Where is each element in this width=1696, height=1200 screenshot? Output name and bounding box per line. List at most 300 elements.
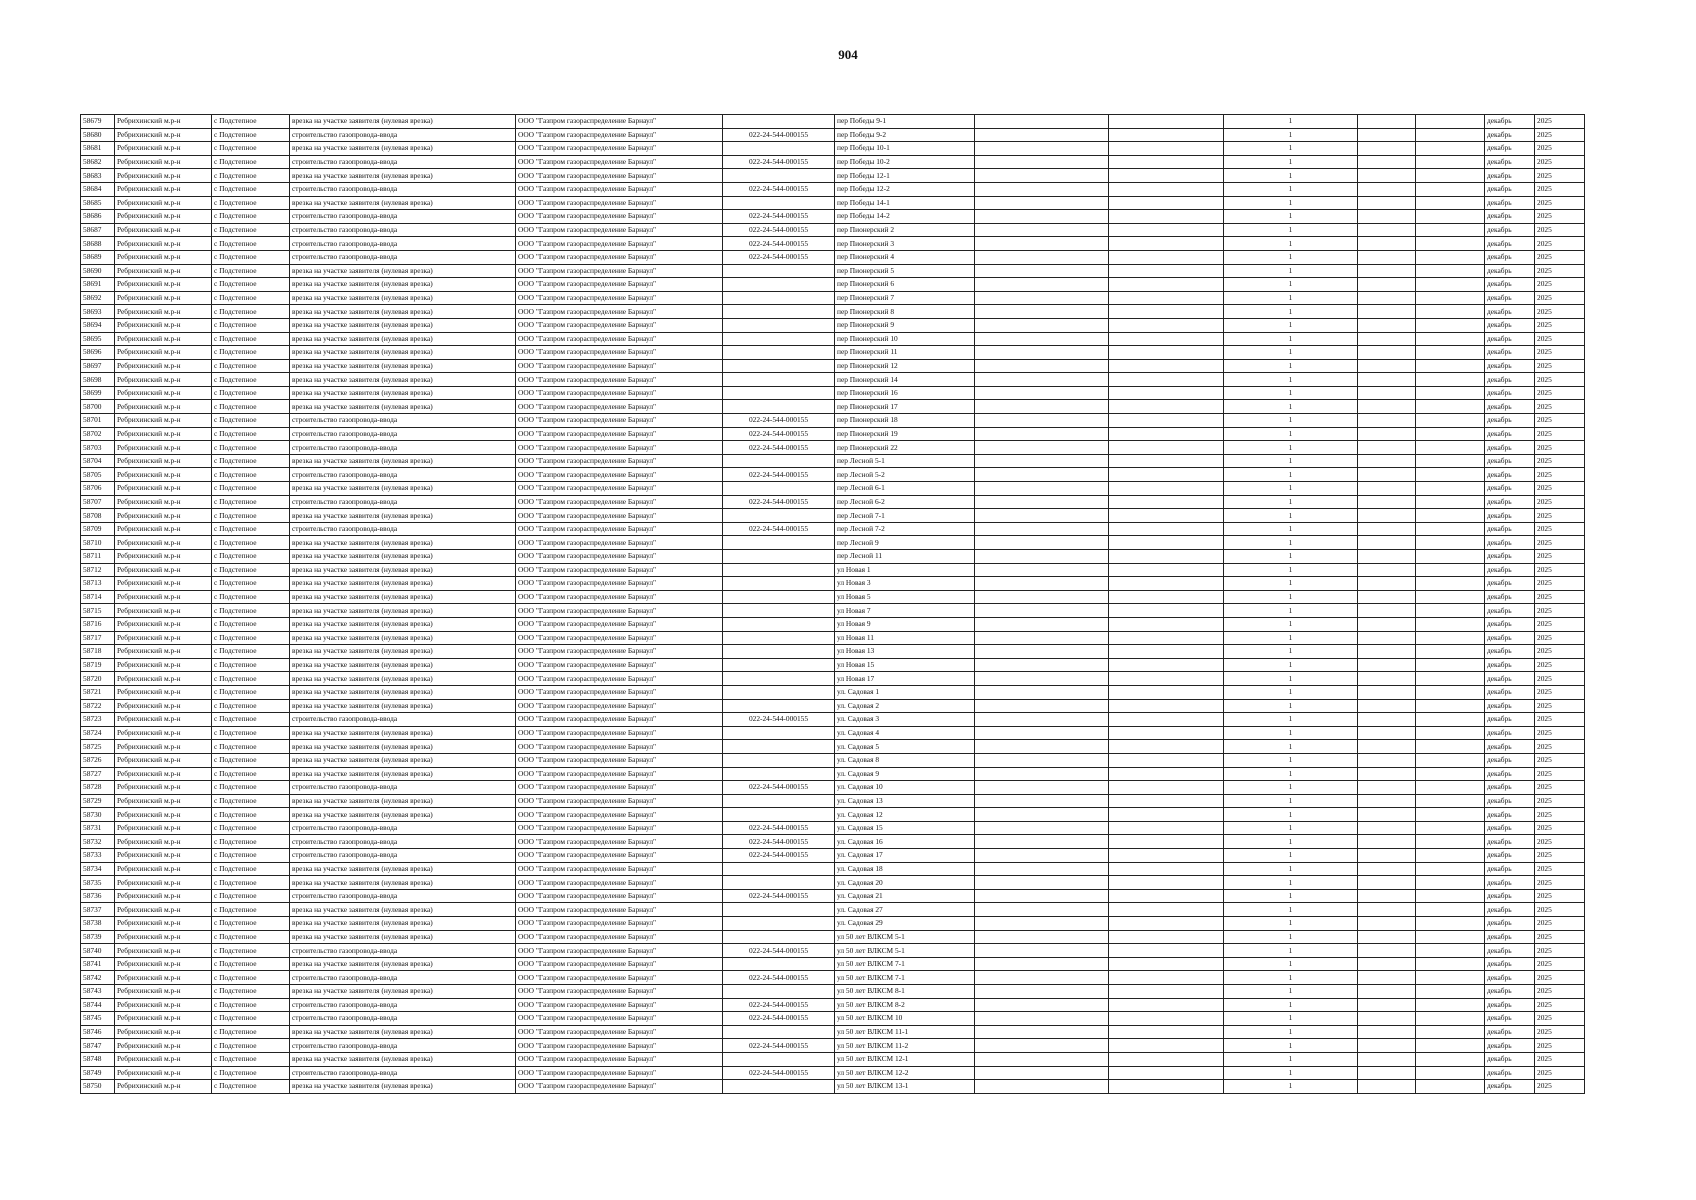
cell-organization: ООО "Газпром газораспределение Барнаул" <box>516 862 723 876</box>
cell-project-code <box>723 685 835 699</box>
cell-row-number: 58689 <box>81 250 115 264</box>
cell-row-number: 58688 <box>81 237 115 251</box>
cell-organization: ООО "Газпром газораспределение Барнаул" <box>516 373 723 387</box>
cell-project-code <box>723 291 835 305</box>
table-row <box>81 985 1585 999</box>
cell-row-number: 58724 <box>81 726 115 740</box>
cell-settlement: с Подстепное <box>212 1039 290 1053</box>
cell-col-12 <box>1416 509 1485 523</box>
cell-settlement: с Подстепное <box>212 903 290 917</box>
cell-work-type: строительство газопровода-ввода <box>290 849 516 863</box>
cell-row-number: 58708 <box>81 509 115 523</box>
cell-col-12 <box>1416 400 1485 414</box>
cell-district: Ребрихинский м.р-н <box>115 631 212 645</box>
cell-month: декабрь <box>1485 400 1535 414</box>
cell-row-number: 58703 <box>81 441 115 455</box>
cell-organization: ООО "Газпром газораспределение Барнаул" <box>516 427 723 441</box>
cell-col-11 <box>1358 672 1416 686</box>
cell-row-number: 58748 <box>81 1052 115 1066</box>
cell-month: декабрь <box>1485 522 1535 536</box>
table-row <box>81 821 1585 835</box>
cell-month: декабрь <box>1485 998 1535 1012</box>
cell-col-9 <box>1109 726 1224 740</box>
cell-col-8 <box>975 930 1109 944</box>
cell-col-9 <box>1109 155 1224 169</box>
cell-col-12 <box>1416 835 1485 849</box>
cell-organization: ООО "Газпром газораспределение Барнаул" <box>516 645 723 659</box>
cell-address: ул 50 лет ВЛКСМ 13-1 <box>835 1080 975 1094</box>
cell-col-8 <box>975 808 1109 822</box>
cell-row-number: 58734 <box>81 862 115 876</box>
cell-col-8 <box>975 998 1109 1012</box>
cell-project-code: 022-24-544-000155 <box>723 971 835 985</box>
cell-row-number: 58746 <box>81 1025 115 1039</box>
cell-col-8 <box>975 740 1109 754</box>
cell-quantity: 1 <box>1224 699 1358 713</box>
cell-project-code <box>723 1025 835 1039</box>
cell-organization: ООО "Газпром газораспределение Барнаул" <box>516 386 723 400</box>
cell-row-number: 58730 <box>81 808 115 822</box>
cell-col-9 <box>1109 998 1224 1012</box>
cell-col-8 <box>975 536 1109 550</box>
cell-col-11 <box>1358 223 1416 237</box>
cell-col-9 <box>1109 685 1224 699</box>
table-row <box>81 672 1585 686</box>
cell-month: декабрь <box>1485 182 1535 196</box>
cell-organization: ООО "Газпром газораспределение Барнаул" <box>516 536 723 550</box>
cell-col-11 <box>1358 685 1416 699</box>
cell-address: ул. Садовая 18 <box>835 862 975 876</box>
cell-year: 2025 <box>1535 1012 1585 1026</box>
cell-col-11 <box>1358 182 1416 196</box>
cell-col-8 <box>975 1039 1109 1053</box>
cell-quantity: 1 <box>1224 196 1358 210</box>
cell-year: 2025 <box>1535 359 1585 373</box>
cell-month: декабрь <box>1485 386 1535 400</box>
cell-row-number: 58738 <box>81 917 115 931</box>
cell-col-9 <box>1109 672 1224 686</box>
cell-project-code <box>723 482 835 496</box>
cell-project-code: 022-24-544-000155 <box>723 237 835 251</box>
cell-settlement: с Подстепное <box>212 944 290 958</box>
cell-quantity: 1 <box>1224 495 1358 509</box>
cell-organization: ООО "Газпром газораспределение Барнаул" <box>516 400 723 414</box>
cell-work-type: строительство газопровода-ввода <box>290 998 516 1012</box>
cell-project-code <box>723 346 835 360</box>
cell-row-number: 58735 <box>81 876 115 890</box>
cell-organization: ООО "Газпром газораспределение Барнаул" <box>516 726 723 740</box>
cell-col-8 <box>975 482 1109 496</box>
cell-year: 2025 <box>1535 726 1585 740</box>
cell-col-12 <box>1416 971 1485 985</box>
cell-quantity: 1 <box>1224 454 1358 468</box>
cell-address: ул 50 лет ВЛКСМ 12-1 <box>835 1052 975 1066</box>
cell-organization: ООО "Газпром газораспределение Барнаул" <box>516 509 723 523</box>
cell-address: пер Победы 10-2 <box>835 155 975 169</box>
cell-address: ул Новая 1 <box>835 563 975 577</box>
cell-col-9 <box>1109 604 1224 618</box>
cell-year: 2025 <box>1535 835 1585 849</box>
cell-year: 2025 <box>1535 821 1585 835</box>
cell-address: пер Пионерский 14 <box>835 373 975 387</box>
cell-project-code <box>723 985 835 999</box>
cell-col-9 <box>1109 454 1224 468</box>
cell-settlement: с Подстепное <box>212 250 290 264</box>
cell-organization: ООО "Газпром газораспределение Барнаул" <box>516 291 723 305</box>
cell-address: ул 50 лет ВЛКСМ 8-2 <box>835 998 975 1012</box>
cell-district: Ребрихинский м.р-н <box>115 291 212 305</box>
cell-address: ул Новая 5 <box>835 590 975 604</box>
cell-work-type: врезка на участке заявителя (нулевая врезка) <box>290 373 516 387</box>
cell-col-12 <box>1416 604 1485 618</box>
cell-organization: ООО "Газпром газораспределение Барнаул" <box>516 115 723 129</box>
cell-year: 2025 <box>1535 903 1585 917</box>
cell-district: Ребрихинский м.р-н <box>115 685 212 699</box>
cell-settlement: с Подстепное <box>212 264 290 278</box>
cell-col-9 <box>1109 237 1224 251</box>
table-row <box>81 876 1585 890</box>
cell-month: декабрь <box>1485 658 1535 672</box>
cell-col-8 <box>975 237 1109 251</box>
cell-organization: ООО "Газпром газораспределение Барнаул" <box>516 332 723 346</box>
cell-col-11 <box>1358 889 1416 903</box>
cell-year: 2025 <box>1535 196 1585 210</box>
cell-col-9 <box>1109 985 1224 999</box>
cell-row-number: 58710 <box>81 536 115 550</box>
cell-year: 2025 <box>1535 454 1585 468</box>
cell-work-type: строительство газопровода-ввода <box>290 971 516 985</box>
cell-quantity: 1 <box>1224 781 1358 795</box>
table-row <box>81 373 1585 387</box>
cell-organization: ООО "Газпром газораспределение Барнаул" <box>516 223 723 237</box>
cell-district: Ребрихинский м.р-н <box>115 563 212 577</box>
cell-month: декабрь <box>1485 590 1535 604</box>
cell-settlement: с Подстепное <box>212 985 290 999</box>
cell-col-11 <box>1358 781 1416 795</box>
table-row <box>81 278 1585 292</box>
cell-organization: ООО "Газпром газораспределение Барнаул" <box>516 250 723 264</box>
cell-col-12 <box>1416 563 1485 577</box>
cell-quantity: 1 <box>1224 971 1358 985</box>
cell-address: пер Победы 10-1 <box>835 142 975 156</box>
table-row <box>81 305 1585 319</box>
cell-project-code <box>723 318 835 332</box>
table-row <box>81 889 1585 903</box>
cell-district: Ребрихинский м.р-н <box>115 115 212 129</box>
cell-col-8 <box>975 903 1109 917</box>
cell-month: декабрь <box>1485 767 1535 781</box>
cell-year: 2025 <box>1535 332 1585 346</box>
table-row <box>81 699 1585 713</box>
cell-col-9 <box>1109 305 1224 319</box>
cell-quantity: 1 <box>1224 1039 1358 1053</box>
cell-address: ул 50 лет ВЛКСМ 7-1 <box>835 957 975 971</box>
cell-work-type: врезка на участке заявителя (нулевая врезка) <box>290 291 516 305</box>
cell-project-code <box>723 115 835 129</box>
cell-row-number: 58690 <box>81 264 115 278</box>
cell-settlement: с Подстепное <box>212 522 290 536</box>
cell-col-9 <box>1109 753 1224 767</box>
cell-quantity: 1 <box>1224 944 1358 958</box>
cell-col-9 <box>1109 550 1224 564</box>
cell-col-9 <box>1109 821 1224 835</box>
cell-year: 2025 <box>1535 509 1585 523</box>
cell-month: декабрь <box>1485 699 1535 713</box>
cell-address: пер Лесной 7-1 <box>835 509 975 523</box>
cell-col-11 <box>1358 985 1416 999</box>
cell-project-code: 022-24-544-000155 <box>723 944 835 958</box>
cell-settlement: с Подстепное <box>212 291 290 305</box>
cell-year: 2025 <box>1535 930 1585 944</box>
cell-col-11 <box>1358 386 1416 400</box>
cell-project-code <box>723 305 835 319</box>
cell-quantity: 1 <box>1224 645 1358 659</box>
cell-work-type: строительство газопровода-ввода <box>290 713 516 727</box>
cell-col-8 <box>975 699 1109 713</box>
table-row <box>81 713 1585 727</box>
cell-district: Ребрихинский м.р-н <box>115 237 212 251</box>
cell-settlement: с Подстепное <box>212 590 290 604</box>
cell-project-code <box>723 1080 835 1094</box>
cell-row-number: 58728 <box>81 781 115 795</box>
cell-settlement: с Подстепное <box>212 550 290 564</box>
cell-month: декабрь <box>1485 740 1535 754</box>
table-row <box>81 318 1585 332</box>
cell-project-code: 022-24-544-000155 <box>723 414 835 428</box>
cell-quantity: 1 <box>1224 250 1358 264</box>
cell-year: 2025 <box>1535 876 1585 890</box>
cell-col-8 <box>975 196 1109 210</box>
cell-address: пер Победы 12-2 <box>835 182 975 196</box>
cell-col-9 <box>1109 957 1224 971</box>
cell-row-number: 58732 <box>81 835 115 849</box>
cell-month: декабрь <box>1485 373 1535 387</box>
cell-row-number: 58741 <box>81 957 115 971</box>
cell-work-type: строительство газопровода-ввода <box>290 522 516 536</box>
cell-address: ул. Садовая 3 <box>835 713 975 727</box>
cell-project-code <box>723 740 835 754</box>
table-row <box>81 115 1585 129</box>
cell-month: декабрь <box>1485 930 1535 944</box>
cell-district: Ребрихинский м.р-н <box>115 278 212 292</box>
cell-address: ул. Садовая 20 <box>835 876 975 890</box>
cell-settlement: с Подстепное <box>212 699 290 713</box>
cell-col-12 <box>1416 1080 1485 1094</box>
cell-month: декабрь <box>1485 250 1535 264</box>
cell-year: 2025 <box>1535 346 1585 360</box>
cell-row-number: 58697 <box>81 359 115 373</box>
cell-work-type: врезка на участке заявителя (нулевая врезка) <box>290 985 516 999</box>
cell-project-code <box>723 359 835 373</box>
cell-organization: ООО "Газпром газораспределение Барнаул" <box>516 835 723 849</box>
cell-month: декабрь <box>1485 318 1535 332</box>
cell-col-11 <box>1358 142 1416 156</box>
cell-quantity: 1 <box>1224 889 1358 903</box>
cell-project-code <box>723 617 835 631</box>
cell-col-8 <box>975 781 1109 795</box>
cell-row-number: 58687 <box>81 223 115 237</box>
cell-project-code: 022-24-544-000155 <box>723 1066 835 1080</box>
cell-row-number: 58679 <box>81 115 115 129</box>
cell-col-8 <box>975 318 1109 332</box>
cell-address: ул Новая 13 <box>835 645 975 659</box>
cell-address: пер Победы 9-1 <box>835 115 975 129</box>
cell-organization: ООО "Газпром газораспределение Барнаул" <box>516 318 723 332</box>
cell-organization: ООО "Газпром газораспределение Барнаул" <box>516 359 723 373</box>
cell-project-code <box>723 699 835 713</box>
cell-quantity: 1 <box>1224 1025 1358 1039</box>
cell-col-9 <box>1109 318 1224 332</box>
cell-quantity: 1 <box>1224 767 1358 781</box>
cell-quantity: 1 <box>1224 740 1358 754</box>
cell-month: декабрь <box>1485 414 1535 428</box>
cell-col-11 <box>1358 930 1416 944</box>
cell-month: декабрь <box>1485 563 1535 577</box>
cell-district: Ребрихинский м.р-н <box>115 155 212 169</box>
cell-row-number: 58682 <box>81 155 115 169</box>
cell-organization: ООО "Газпром газораспределение Барнаул" <box>516 155 723 169</box>
cell-work-type: врезка на участке заявителя (нулевая врезка) <box>290 386 516 400</box>
cell-month: декабрь <box>1485 781 1535 795</box>
cell-col-8 <box>975 169 1109 183</box>
cell-work-type: строительство газопровода-ввода <box>290 1012 516 1026</box>
cell-year: 2025 <box>1535 182 1585 196</box>
cell-row-number: 58739 <box>81 930 115 944</box>
cell-col-12 <box>1416 250 1485 264</box>
cell-col-8 <box>975 495 1109 509</box>
cell-col-11 <box>1358 917 1416 931</box>
cell-organization: ООО "Газпром газораспределение Барнаул" <box>516 876 723 890</box>
cell-district: Ребрихинский м.р-н <box>115 699 212 713</box>
cell-month: декабрь <box>1485 713 1535 727</box>
cell-col-9 <box>1109 427 1224 441</box>
cell-project-code: 022-24-544-000155 <box>723 1039 835 1053</box>
cell-month: декабрь <box>1485 142 1535 156</box>
cell-month: декабрь <box>1485 753 1535 767</box>
cell-col-11 <box>1358 563 1416 577</box>
cell-month: декабрь <box>1485 577 1535 591</box>
cell-col-12 <box>1416 617 1485 631</box>
cell-address: пер Лесной 5-2 <box>835 468 975 482</box>
cell-work-type: врезка на участке заявителя (нулевая врезка) <box>290 142 516 156</box>
cell-quantity: 1 <box>1224 237 1358 251</box>
cell-organization: ООО "Газпром газораспределение Барнаул" <box>516 590 723 604</box>
cell-work-type: строительство газопровода-ввода <box>290 182 516 196</box>
cell-organization: ООО "Газпром газораспределение Барнаул" <box>516 753 723 767</box>
cell-col-12 <box>1416 495 1485 509</box>
cell-year: 2025 <box>1535 427 1585 441</box>
cell-project-code <box>723 332 835 346</box>
cell-work-type: строительство газопровода-ввода <box>290 1039 516 1053</box>
table-row <box>81 944 1585 958</box>
cell-year: 2025 <box>1535 577 1585 591</box>
cell-col-12 <box>1416 1066 1485 1080</box>
cell-project-code <box>723 142 835 156</box>
cell-work-type: строительство газопровода-ввода <box>290 781 516 795</box>
table-row <box>81 617 1585 631</box>
cell-district: Ребрихинский м.р-н <box>115 1012 212 1026</box>
table-row <box>81 427 1585 441</box>
cell-col-11 <box>1358 495 1416 509</box>
cell-col-9 <box>1109 1012 1224 1026</box>
cell-settlement: с Подстепное <box>212 1066 290 1080</box>
cell-month: декабрь <box>1485 509 1535 523</box>
cell-col-12 <box>1416 726 1485 740</box>
table-row <box>81 482 1585 496</box>
cell-quantity: 1 <box>1224 291 1358 305</box>
cell-col-12 <box>1416 318 1485 332</box>
cell-col-8 <box>975 522 1109 536</box>
cell-quantity: 1 <box>1224 427 1358 441</box>
cell-col-8 <box>975 1012 1109 1026</box>
cell-col-8 <box>975 563 1109 577</box>
cell-project-code <box>723 726 835 740</box>
cell-work-type: врезка на участке заявителя (нулевая врезка) <box>290 278 516 292</box>
cell-col-9 <box>1109 849 1224 863</box>
cell-district: Ребрихинский м.р-н <box>115 713 212 727</box>
cell-col-8 <box>975 386 1109 400</box>
table-row <box>81 509 1585 523</box>
cell-settlement: с Подстепное <box>212 781 290 795</box>
cell-col-12 <box>1416 767 1485 781</box>
cell-month: декабрь <box>1485 223 1535 237</box>
cell-work-type: врезка на участке заявителя (нулевая врезка) <box>290 318 516 332</box>
cell-col-12 <box>1416 849 1485 863</box>
cell-col-11 <box>1358 210 1416 224</box>
cell-organization: ООО "Газпром газораспределение Барнаул" <box>516 414 723 428</box>
cell-col-12 <box>1416 128 1485 142</box>
cell-row-number: 58721 <box>81 685 115 699</box>
cell-district: Ребрихинский м.р-н <box>115 454 212 468</box>
cell-month: декабрь <box>1485 427 1535 441</box>
cell-work-type: строительство газопровода-ввода <box>290 835 516 849</box>
cell-year: 2025 <box>1535 617 1585 631</box>
cell-district: Ребрихинский м.р-н <box>115 767 212 781</box>
cell-col-9 <box>1109 495 1224 509</box>
table-row <box>81 346 1585 360</box>
cell-col-11 <box>1358 414 1416 428</box>
cell-month: декабрь <box>1485 550 1535 564</box>
cell-organization: ООО "Газпром газораспределение Барнаул" <box>516 577 723 591</box>
cell-quantity: 1 <box>1224 577 1358 591</box>
cell-work-type: строительство газопровода-ввода <box>290 237 516 251</box>
cell-year: 2025 <box>1535 767 1585 781</box>
cell-settlement: с Подстепное <box>212 726 290 740</box>
cell-project-code: 022-24-544-000155 <box>723 441 835 455</box>
table-row <box>81 781 1585 795</box>
cell-settlement: с Подстепное <box>212 617 290 631</box>
cell-settlement: с Подстепное <box>212 713 290 727</box>
cell-district: Ребрихинский м.р-н <box>115 1039 212 1053</box>
cell-col-8 <box>975 1080 1109 1094</box>
cell-quantity: 1 <box>1224 223 1358 237</box>
cell-project-code <box>723 196 835 210</box>
cell-address: пер Победы 12-1 <box>835 169 975 183</box>
cell-col-12 <box>1416 237 1485 251</box>
cell-organization: ООО "Газпром газораспределение Барнаул" <box>516 182 723 196</box>
cell-settlement: с Подстепное <box>212 155 290 169</box>
cell-work-type: врезка на участке заявителя (нулевая врезка) <box>290 903 516 917</box>
cell-row-number: 58749 <box>81 1066 115 1080</box>
register-table <box>80 114 1585 1094</box>
table-row <box>81 794 1585 808</box>
cell-col-12 <box>1416 781 1485 795</box>
cell-col-11 <box>1358 699 1416 713</box>
cell-year: 2025 <box>1535 889 1585 903</box>
cell-col-11 <box>1358 903 1416 917</box>
cell-col-11 <box>1358 862 1416 876</box>
cell-quantity: 1 <box>1224 155 1358 169</box>
